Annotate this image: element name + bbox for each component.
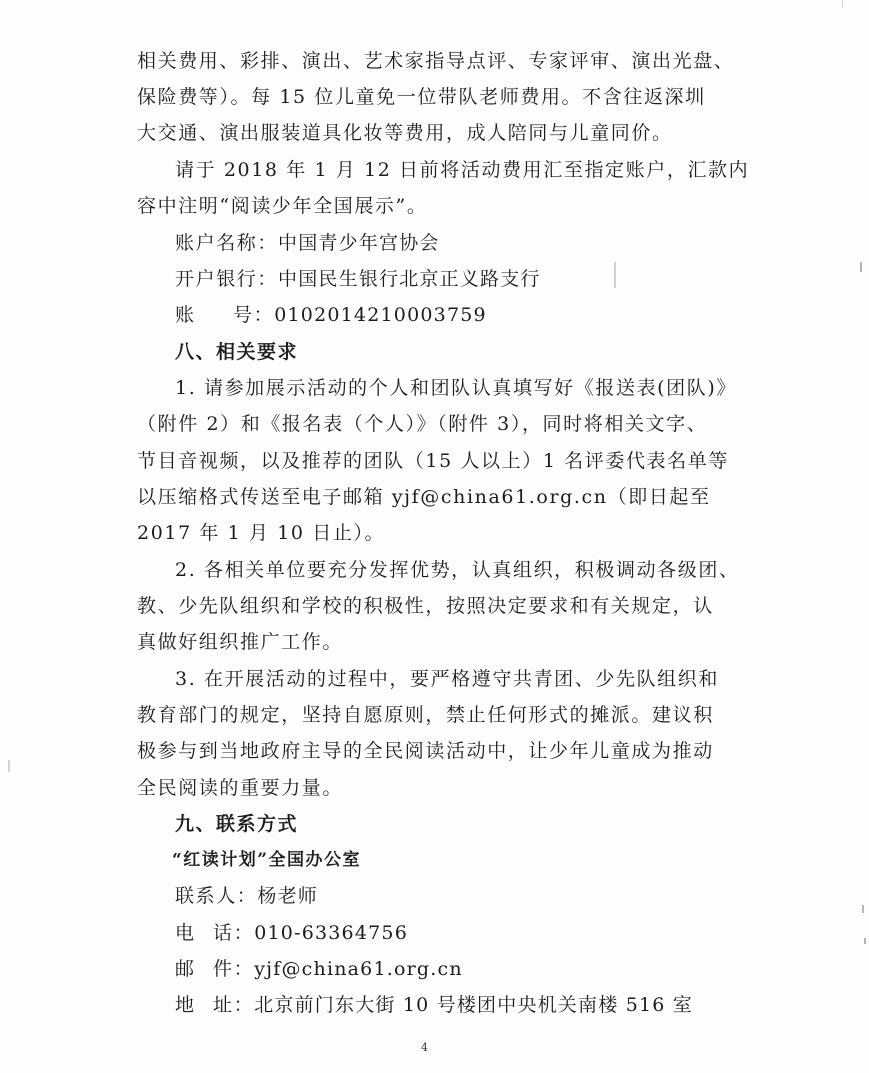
phone-label-a: 电 <box>175 922 196 944</box>
office-name: “红读计划”全国办公室 <box>172 850 362 870</box>
account-number-row <box>175 302 487 328</box>
phone-label-b: 话： <box>213 922 255 944</box>
body-text-line: 全民阅读的重要力量。 <box>137 777 344 799</box>
scan-artifact <box>862 905 864 913</box>
address-value: 北京前门东大街 10 号楼团中央机关南楼 516 室 <box>254 994 694 1016</box>
scan-artifact <box>860 262 862 272</box>
address-row <box>175 992 693 1018</box>
body-text-line: 3. 在开展活动的过程中，要严格遵守共青团、少先队组织和 <box>175 668 719 690</box>
body-text-line: 大交通、演出服装道具化妆等费用，成人陪同与儿童同价。 <box>137 122 673 144</box>
body-text-line: 请于 2018 年 1 月 12 日前将活动费用汇至指定账户，汇款内 <box>175 159 750 181</box>
contact-person-label: 联系人： <box>175 885 258 907</box>
bank-value: 中国民生银行北京正义路支行 <box>278 268 541 290</box>
body-text-line: 教、少先队组织和学校的积极性，按照决定要求和有关规定，认 <box>137 595 714 617</box>
scan-artifact <box>614 262 616 288</box>
body-text-line: 极参与到当地政府主导的全民阅读活动中，让少年儿童成为推动 <box>137 740 714 762</box>
body-text-line: 真做好组织推广工作。 <box>137 631 344 653</box>
section-heading: 八、相关要求 <box>175 341 299 363</box>
account-number-label-a: 账 <box>175 304 196 326</box>
body-text-line: 教育部门的规定，坚持自愿原则，禁止任何形式的摊派。建议积 <box>137 704 714 726</box>
account-number-label-b: 号： <box>233 304 275 326</box>
body-text-line: 2017 年 1 月 10 日止）。 <box>137 522 386 544</box>
section-heading: 九、联系方式 <box>175 813 299 835</box>
account-name-row <box>175 230 440 256</box>
contact-person-row <box>175 883 318 909</box>
email-row <box>175 956 463 982</box>
body-text-line: 2. 各相关单位要充分发挥优势，认真组织，积极调动各级团、 <box>175 559 740 581</box>
address-label-a: 地 <box>175 994 196 1016</box>
address-label-b: 址： <box>213 994 255 1016</box>
scan-artifact <box>8 760 10 772</box>
bank-row <box>175 266 541 292</box>
account-name-value: 中国青少年宫协会 <box>278 232 440 254</box>
body-text-line: 1. 请参加展示活动的个人和团队认真填写好《报送表(团队)》 <box>175 377 737 399</box>
body-text-line: 以压缩格式传送至电子邮箱 yjf@china61.org.cn（即日起至 <box>137 486 711 508</box>
email-label-a: 邮 <box>175 958 196 980</box>
email-value: yjf@china61.org.cn <box>254 958 463 980</box>
account-number-value: 0102014210003759 <box>274 304 487 326</box>
page-number: 4 <box>421 1041 428 1054</box>
body-text-line: （附件 2）和《报名表（个人）》（附件 3），同时将相关文字、 <box>137 413 708 435</box>
body-text-line: 节目音视频，以及推荐的团队（15 人以上）1 名评委代表名单等 <box>137 450 729 472</box>
scan-artifact <box>842 0 843 8</box>
body-text-line: 保险费等）。每 15 位儿童免一位带队老师费用。不含往返深圳 <box>137 86 706 108</box>
contact-person-value: 杨老师 <box>257 885 319 907</box>
phone-row <box>175 920 408 946</box>
body-text-line: 相关费用、彩排、演出、艺术家指导点评、专家评审、演出光盘、 <box>137 50 735 72</box>
bank-label: 开户银行： <box>175 268 279 290</box>
scan-artifact <box>864 938 866 944</box>
phone-value: 010-63364756 <box>254 922 408 944</box>
email-label-b: 件： <box>213 958 255 980</box>
body-text-line: 容中注明“阅读少年全国展示”。 <box>137 195 428 217</box>
account-name-label: 账户名称： <box>175 232 279 254</box>
